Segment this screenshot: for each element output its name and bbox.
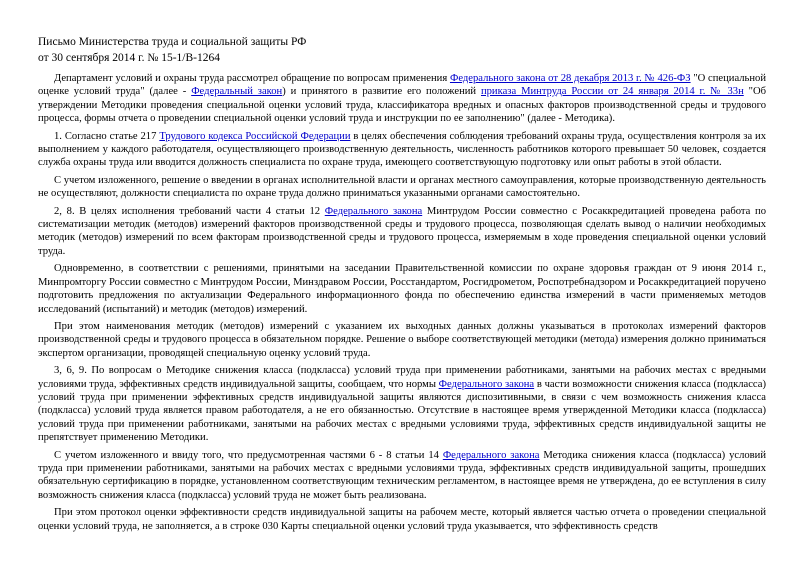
link-labor-code[interactable]: Трудового кодекса Российской Федерации [159,130,351,142]
link-order-33n[interactable]: приказа Минтруда России от 24 января 2014 г. № 33н [480,86,744,98]
text-segment: Методика снижения класса (подкласса) условий труда при применении работниками, занятыми на рабочих местах с вредными условиями труда, эффективных средств индивидуальной защиты, прошедших обязательную сертификацию в порядке, установленном соответствующим техническим регламентом, в настоящее время не утверждена, до ее вступления в силу возможность снижения класса (подкласса) условий труда не может быть реализована. [38,449,767,501]
text-segment: ) и принятого в развитие его положений [282,86,481,98]
paragraph-intro [38,72,766,126]
paragraph-protocol: При этом протокол оценки эффективности средств индивидуальной защиты на рабочем месте, который является частью отчета о проведении специальной оценки условий труда, не заполняется, а в строке 030 Карты специальной оценки условий труда указывается, что эффективность средств [38,507,766,532]
document-body [38,72,766,537]
text-segment: Департамент условий и охраны труда рассмотрел обращение по вопросам применения [54,73,450,84]
link-federal-law-426fz[interactable]: Федерального закона от 28 декабря 2013 г. № 426-ФЗ [449,73,691,84]
letter-date-number: от 30 сентября 2014 г. № 15-1/В-1264 [38,52,220,64]
paragraph-1 [38,130,766,170]
paragraph-3-6-9 [38,364,766,444]
link-federal-law[interactable]: Федерального закона [438,378,535,390]
paragraph-methods: При этом наименования методик (методов) измерений с указанием их выходных данных должны указываться в протоколах измерений факторов производственной среды и трудового процесса в обязательном порядке. Решение о выборе соответствующей методики (метода) измерения должно приниматься экспертом организации, проводящей специальную оценку условий труда. [38,320,766,359]
paragraph-2-8 [38,205,766,259]
text-segment: 1. Согласно статье 217 [54,130,160,142]
paragraph-commission: Одновременно, в соответствии с решениями, принятыми на заседании Правительственной комиссии по охране здоровья граждан от 9 июня 2014 г., Минпромторгу России совместно с Минтрудом России, Минздравом России, Росстандартом, Росгидрометом, Роспотребнадзором и Росаккредитацией поручено подготовить предложения по актуализации Федерального информационного фонда по обеспечению единства измерений в части применяемых методов исследований (испытаний) и методик (методов) измерений. [38,263,766,315]
text-segment: в части возможности снижения класса (подкласса) условий труда при применении эффективных средств индивидуальной защиты являются диспозитивными, в связи с чем возможность снижения класса (подкласса) условий труда является правом работодателя, а не его обязанностью. Отсутствие в настоящее время утвержденной Методики класса (подкласса) условий труда при применении работниками, занятыми на рабочих местах с вредными условиями труда, эффективных средств индивидуальной защиты не препятствует применению Методики. [38,378,766,444]
text-segment: в целях обеспечения соблюдения требований охраны труда, осуществления контроля за их выполнением у каждого работодателя, осуществляющего производственную деятельность, численность работников которого превышает 50 человек, создается служба охраны труда или вводится должность специалиста по охране труда, имеющего соответствующую подготовку или опыт работы в этой области. [38,130,767,169]
link-federal-law[interactable]: Федерального закона [324,205,423,217]
paragraph-methodology [38,449,766,503]
text-segment: С учетом изложенного и ввиду того, что предусмотренная частями 6 - 8 статьи 14 [54,449,443,461]
text-segment: "Об утверждении Методики проведения специальной оценки условий труда, классификатора вредных и опасных факторов производственной среды и трудового процесса, формы отчета о проведении специальной оценки условий труда и инструкции по ее заполнению" (далее - Методика). [38,86,767,125]
text-segment: "О специальной оценке условий труда" (далее - [38,73,767,98]
paragraph-1-conclusion: С учетом изложенного, решение о введении в органах исполнительной власти и органах местного самоуправления, которые производственную деятельность не осуществляют, должности специалиста по охране труда должно приниматься указанными органами самостоятельно. [38,174,766,200]
text-segment: 3, 6, 9. По вопросам о Методике снижения класса (подкласса) условий труда при применении работниками, занятыми на рабочих местах с вредными условиями труда, эффективных средств индивидуальной защиты, сообщаем, что нормы [38,365,766,390]
text-segment: 2, 8. В целях исполнения требований части 4 статьи 12 [54,205,325,217]
letter-title: Письмо Министерства труда и социальной защиты РФ [38,36,307,48]
document-header [38,34,306,66]
link-federal-law[interactable]: Федерального закона [442,449,540,461]
text-segment: Минтрудом России совместно с Росаккредитацией проведена работа по систематизации методик (методов) измерений факторов производственной среды и трудового процесса, позволяющая сделать вывод о наличии необходимых методик (методов) измерений по всем факторам производственной среды и трудового процесса, измеряемым в ходе проведения специальной оценки условий труда. [38,205,766,257]
link-federal-law[interactable]: Федеральный закон [191,86,283,98]
